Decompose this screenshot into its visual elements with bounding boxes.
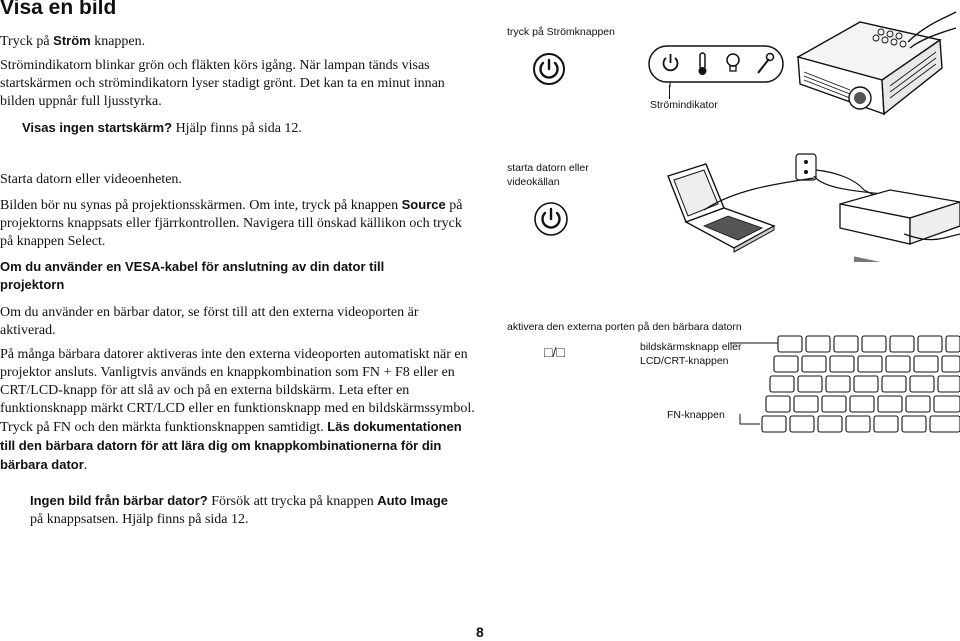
power-button-icon [532,52,566,86]
fn-key-label: FN-knappen [667,409,725,421]
power-indicator-label: Strömindikator [650,99,718,111]
control-panel-icons [648,45,784,87]
paragraph-key-combination: På många bärbara datorer aktiveras inte den externa videoporten automatiskt när en projektor ansluts. Vanligtvis används en knappkombination som FN + F8 eller en CRT/LCD-knapp för att slå av och på en externa bildskärm. Leta efter en funktionsknapp märkt CRT/LCD eller en funktionsknapp med en bildskärmssymbol. Tryck på FN och den märkta funktionsknappen samtidigt. Läs dokumentationen till den bärbara datorn för att lära dig om knappkombinationerna för din bärbara dator. [0,347,475,473]
section-heading-vesa: Om du använder en VESA-kabel för anslutning av din dator till projektorn [0,259,385,292]
monitor-symbol-icon: □/□ [544,344,565,360]
laptop-and-video-illustration [664,150,960,262]
paragraph-press-power: Tryck på Ström knappen. [0,33,146,49]
paragraph-source: Bilden bör nu synas på projektionsskärmen. Om inte, tryck på knappen Source på projektorns knappsats eller fjärrkontrollen. Navigera till önskad källikon och tryck på knappen Select. [0,197,463,249]
paragraph-no-laptop-image: Ingen bild från bärbar dator? Försök att trycka på knappen Auto Image på knappsatsen. Hjälp finns på sida 12. [30,493,448,527]
start-device-label: starta datorn eller videokällan [507,162,589,188]
paragraph-start-computer: Starta datorn eller videoenheten. [0,172,182,187]
paragraph-laptop-port: Om du använder en bärbar dator, se först till att den externa videoporten är aktiverad. [0,305,419,338]
page-title: Visa en bild [0,0,117,19]
video-player [840,190,960,262]
wall-outlet [796,154,816,180]
display-key-label: bildskärmsknapp eller LCD/CRT-knappen [640,341,742,367]
power-button-label: tryck på Strömknappen [507,26,615,38]
paragraph-no-startscreen: Visas ingen startskärm? Hjälp finns på sida 12. [22,120,302,136]
laptop-port-label: aktivera den externa porten på den bärbara datorn [507,321,742,333]
laptop [668,164,774,252]
projector-illustration [790,2,958,128]
paragraph-indicator: Strömindikatorn blinkar grön och fläkten körs igång. När lampan tänds visas startskärmen och strömindikatorn lyser stadigt grönt. Det kan ta en minut innan bilden uppnår full ljusstyrka. [0,58,445,109]
page-number: 8 [476,624,484,640]
keyboard-illustration [730,330,960,448]
power-button-icon-2 [533,201,569,237]
